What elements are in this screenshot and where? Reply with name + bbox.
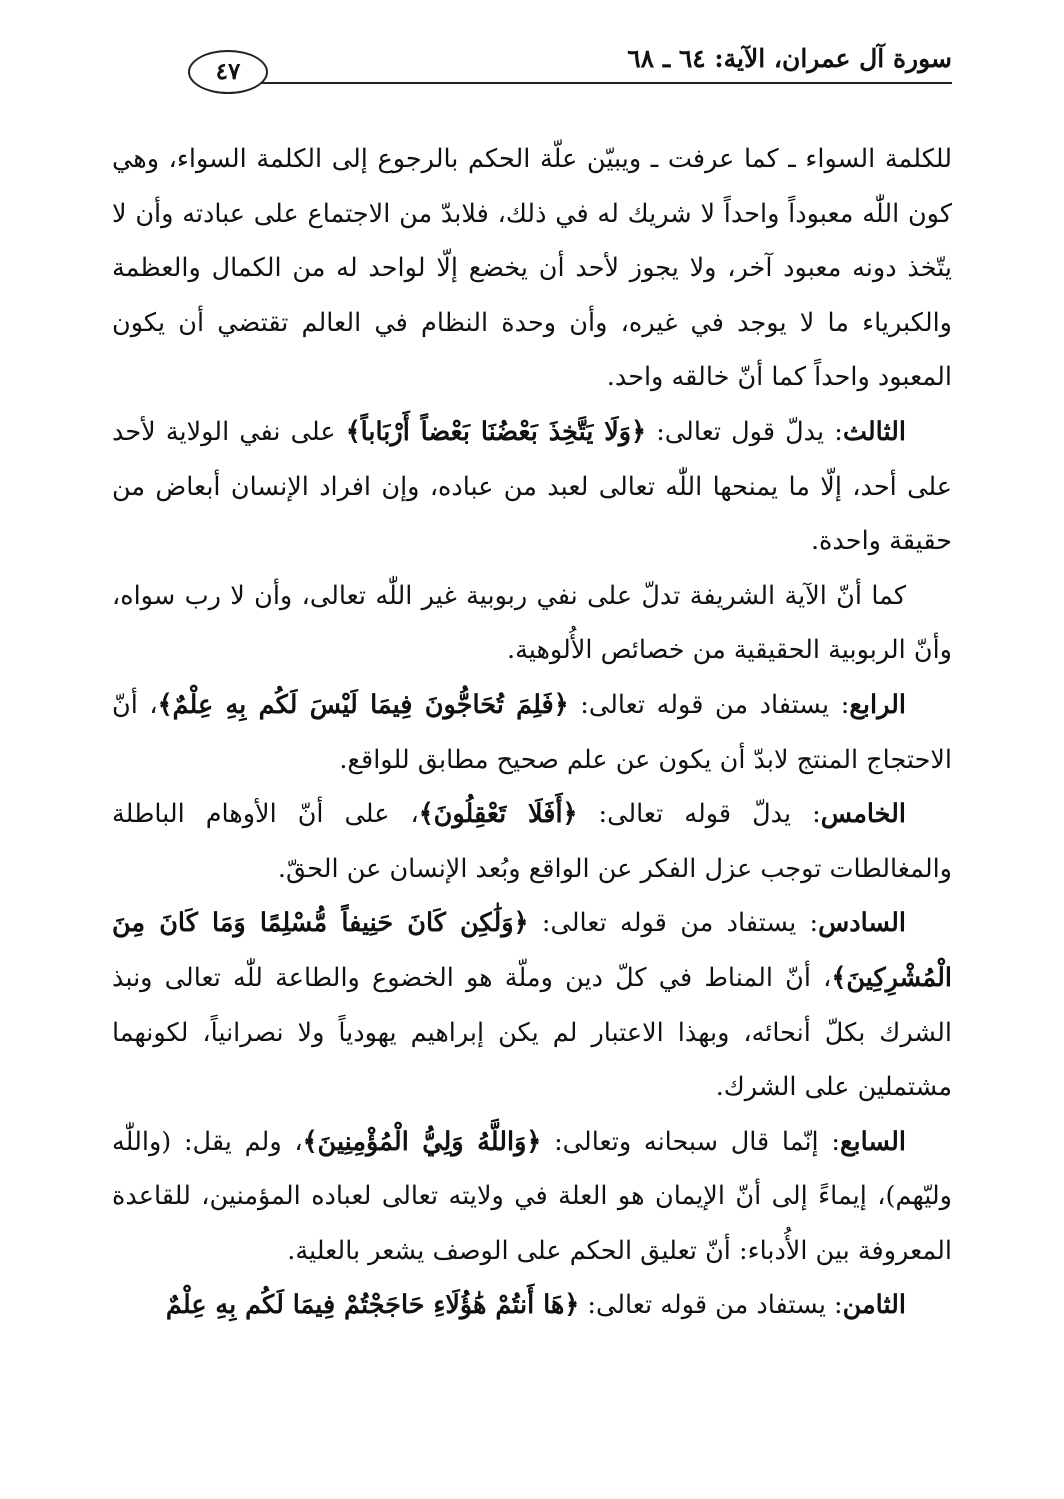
quran-verse: ﴿وَاللَّهُ وَلِيُّ الْمُؤْمِنِينَ﴾ <box>302 1126 542 1157</box>
paragraph-text: : إنّما قال سبحانه وتعالى: <box>541 1126 840 1157</box>
point-label: الثامن <box>842 1290 906 1321</box>
paragraph-7-seventh-point <box>112 1115 952 1279</box>
paragraph-text: : يستفاد من قوله تعالى: <box>568 689 850 720</box>
quran-verse: ﴿وَلَا يَتَّخِذَ بَعْضُنَا بَعْضاً أَرْبَاباً﴾ <box>345 416 647 447</box>
paragraph-6-sixth-point <box>112 896 952 1114</box>
paragraph-text: : يدلّ قول تعالى: <box>646 416 843 447</box>
paragraph-text: ، على أنّ الأوهام الباطلة والمغالطات توجب عزل الفكر عن الواقع وبُعد الإنسان عن الحقّ. <box>112 799 952 884</box>
paragraph-text: : يستفاد من قوله تعالى: <box>528 908 819 939</box>
paragraph-1: للكلمة السواء ـ كما عرفت ـ ويبيّن علّة الحكم بالرجوع إلى الكلمة السواء، وهي كون اللّٰه معبوداً واحداً لا شريك له في ذلك، فلابدّ من الاجتماع على عبادته وأن لا يتّخذ دونه معبود آخر، ولا يجوز لأحد أن يخضع إلّا لواحد له من الكمال والعظمة والكبرياء ما لا يوجد في غيره، وأن وحدة النظام في العالم تقتضي أن يكون المعبود واحداً كما أنّ خالقه واحد. <box>112 144 952 393</box>
point-label: الخامس <box>820 799 906 830</box>
running-title: سورة آل عمران، الآية: ٦٤ ـ ٦٨ <box>627 44 952 73</box>
paragraph-3: كما أنّ الآية الشريفة تدلّ على نفي ربوبية غير اللّٰه تعالى، وأن لا رب سواه، وأنّ الربوبية الحقيقية من خصائص الأُلوهية. <box>112 580 952 666</box>
paragraph-text: ، أنّ الاحتجاج المنتج لابدّ أن يكون عن علم صحيح مطابق للواقع. <box>112 689 952 775</box>
quran-verse: ﴿وَلَٰكِن كَانَ حَنِيفاً مُّسْلِمًا وَمَا كَانَ مِنَ الْمُشْرِكِينَ﴾ <box>112 908 952 993</box>
paragraph-4-fourth-point <box>112 678 952 787</box>
paragraph-2-third-point <box>112 405 952 569</box>
page-header <box>110 38 952 98</box>
paragraph-text: ، ولم يقل: (واللّٰه وليّهم)، إيماءً إلى أنّ الإيمان هو العلة في ولايته تعالى لعباده المؤمنين، للقاعدة المعروفة بين الأُدباء: أنّ تعليق الحكم على الوصف يشعر بالعلية. <box>112 1126 952 1266</box>
paragraph-text: : يستفاد من قوله تعالى: <box>579 1290 843 1321</box>
point-label: السادس <box>818 908 906 939</box>
page-number: ٤٧ <box>188 50 268 94</box>
point-label: الثالث <box>842 416 906 447</box>
point-label: الرابع <box>849 689 906 720</box>
paragraph-text: : يدلّ قوله تعالى: <box>577 799 821 830</box>
page-body <box>112 132 952 1333</box>
paragraph-text: على نفي الولاية لأحد على أحد، إلّا ما يمنحها اللّٰه تعالى لعبد من عباده، وإن افراد الإنسان أبعاض من حقيقة واحدة. <box>112 416 952 557</box>
point-label: السابع <box>839 1126 906 1157</box>
paragraph-text: ، أنّ المناط في كلّ دين وملّة هو الخضوع والطاعة للّٰه تعالى ونبذ الشرك بكلّ أنحائه، وبهذا الاعتبار لم يكن إبراهيم يهودياً ولا نصرانياً، لكونهما مشتملين على الشرك. <box>112 962 952 1103</box>
quran-verse: ﴿هَا أَنتُمْ هَٰؤُلَاءِ حَاجَجْتُمْ فِيمَا لَكُم بِهِ عِلْمٌ <box>165 1290 580 1321</box>
quran-verse: ﴿أَفَلَا تَعْقِلُونَ﴾ <box>418 799 578 830</box>
header-rule <box>250 82 952 84</box>
quran-verse: ﴿فَلِمَ تُحَاجُّونَ فِيمَا لَيْسَ لَكُم بِهِ عِلْمٌ﴾ <box>157 689 569 720</box>
paragraph-5-fifth-point <box>112 787 952 896</box>
paragraph-8-eighth-point <box>112 1278 952 1333</box>
